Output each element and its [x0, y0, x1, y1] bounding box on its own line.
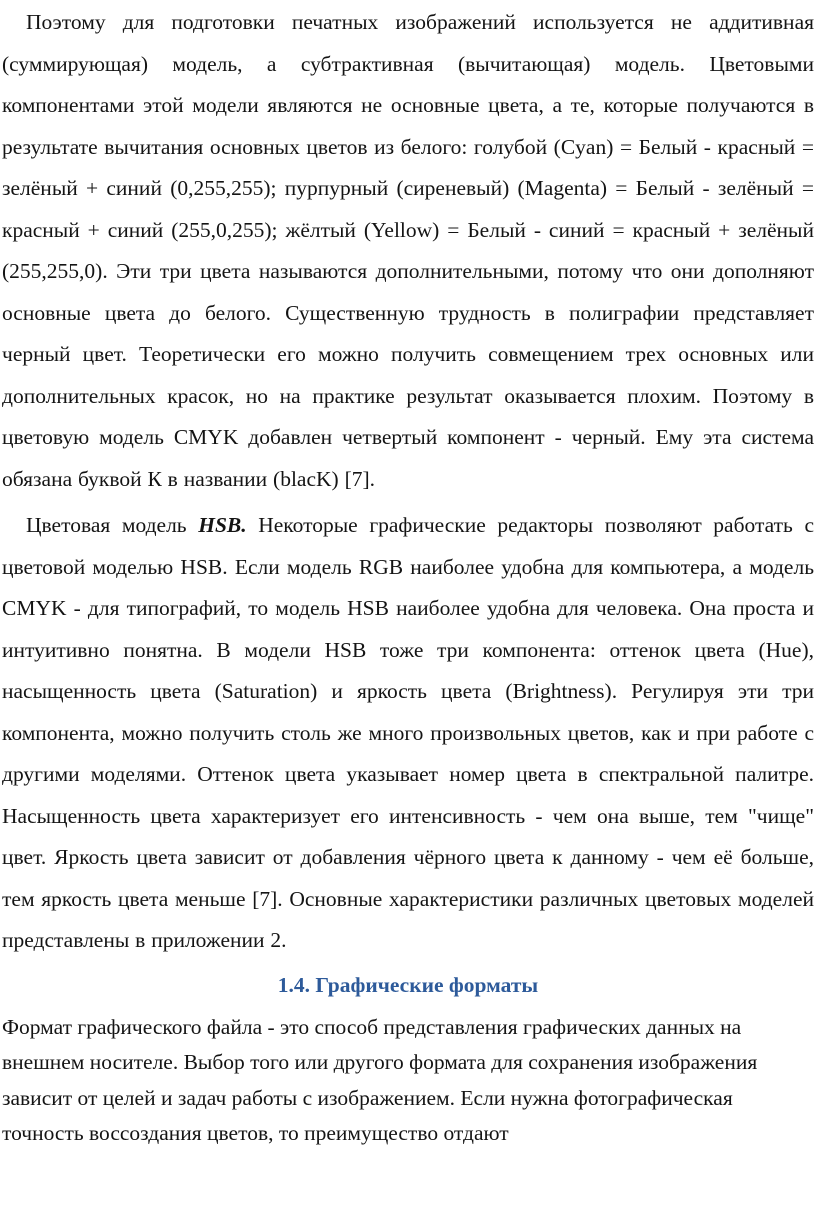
- hsb-term: HSB.: [198, 513, 247, 537]
- paragraph-cmyk: Поэтому для подготовки печатных изображений используется не аддитивная (суммирующая) модель, а субтрактивная (вычитающая) модель. Цветовыми компонентами этой модели являются не основные цвета, а те, которые получаются в результате вычитания основных цветов из белого: голубой (Cyan) = Белый - красный = зелёный + синий (0,255,255); пурпурный (сиреневый) (Magenta) = Белый - зелёный = красный + синий (255,0,255); жёлтый (Yellow) = Белый - синий = красный + зелёный (255,255,0). Эти три цвета называются дополнительными, потому что они дополняют основные цвета до белого. Существенную трудность в полиграфии представляет черный цвет. Теоретически его можно получить совмещением трех основных или дополнительных красок, но на практике результат оказывается плохим. Поэтому в цветовую модель CMYK добавлен четвертый компонент - черный. Ему эта система обязана буквой К в названии (blacK) [7].: [2, 10, 814, 491]
- paragraph-hsb-lead: Цветовая модель: [26, 513, 199, 537]
- paragraph-hsb: [2, 505, 814, 962]
- section-heading: 1.4. Графические форматы: [277, 972, 539, 997]
- paragraph-formats: Формат графического файла - это способ представления графических данных на внешнем носителе. Выбор того или другого формата для сохранения изображения зависит от целей и задач работы с изображением. Если нужна фотографическая точность воссоздания цветов, то преимущество отдают: [2, 1014, 758, 1145]
- paragraph-hsb-body: Некоторые графические редакторы позволяют работать с цветовой моделью HSB. Если модель RGB наиболее удобна для компьютера, а модель CMYK - для типографий, то модель HSB наиболее удобна для человека. Она проста и интуитивно понятна. В модели HSB тоже три компонента: оттенок цвета (Hue), насыщенность цвета (Saturation) и яркость цвета (Brightness). Регулируя эти три компонента, можно получить столь же много произвольных цветов, как и при работе с другими моделями. Оттенок цвета указывает номер цвета в спектральной палитре. Насыщенность цвета характеризует его интенсивность - чем она выше, тем "чище" цвет. Яркость цвета зависит от добавления чёрного цвета к данному - чем её больше, тем яркость цвета меньше [7]. Основные характеристики различных цветовых моделей представлены в приложении 2.: [2, 513, 814, 952]
